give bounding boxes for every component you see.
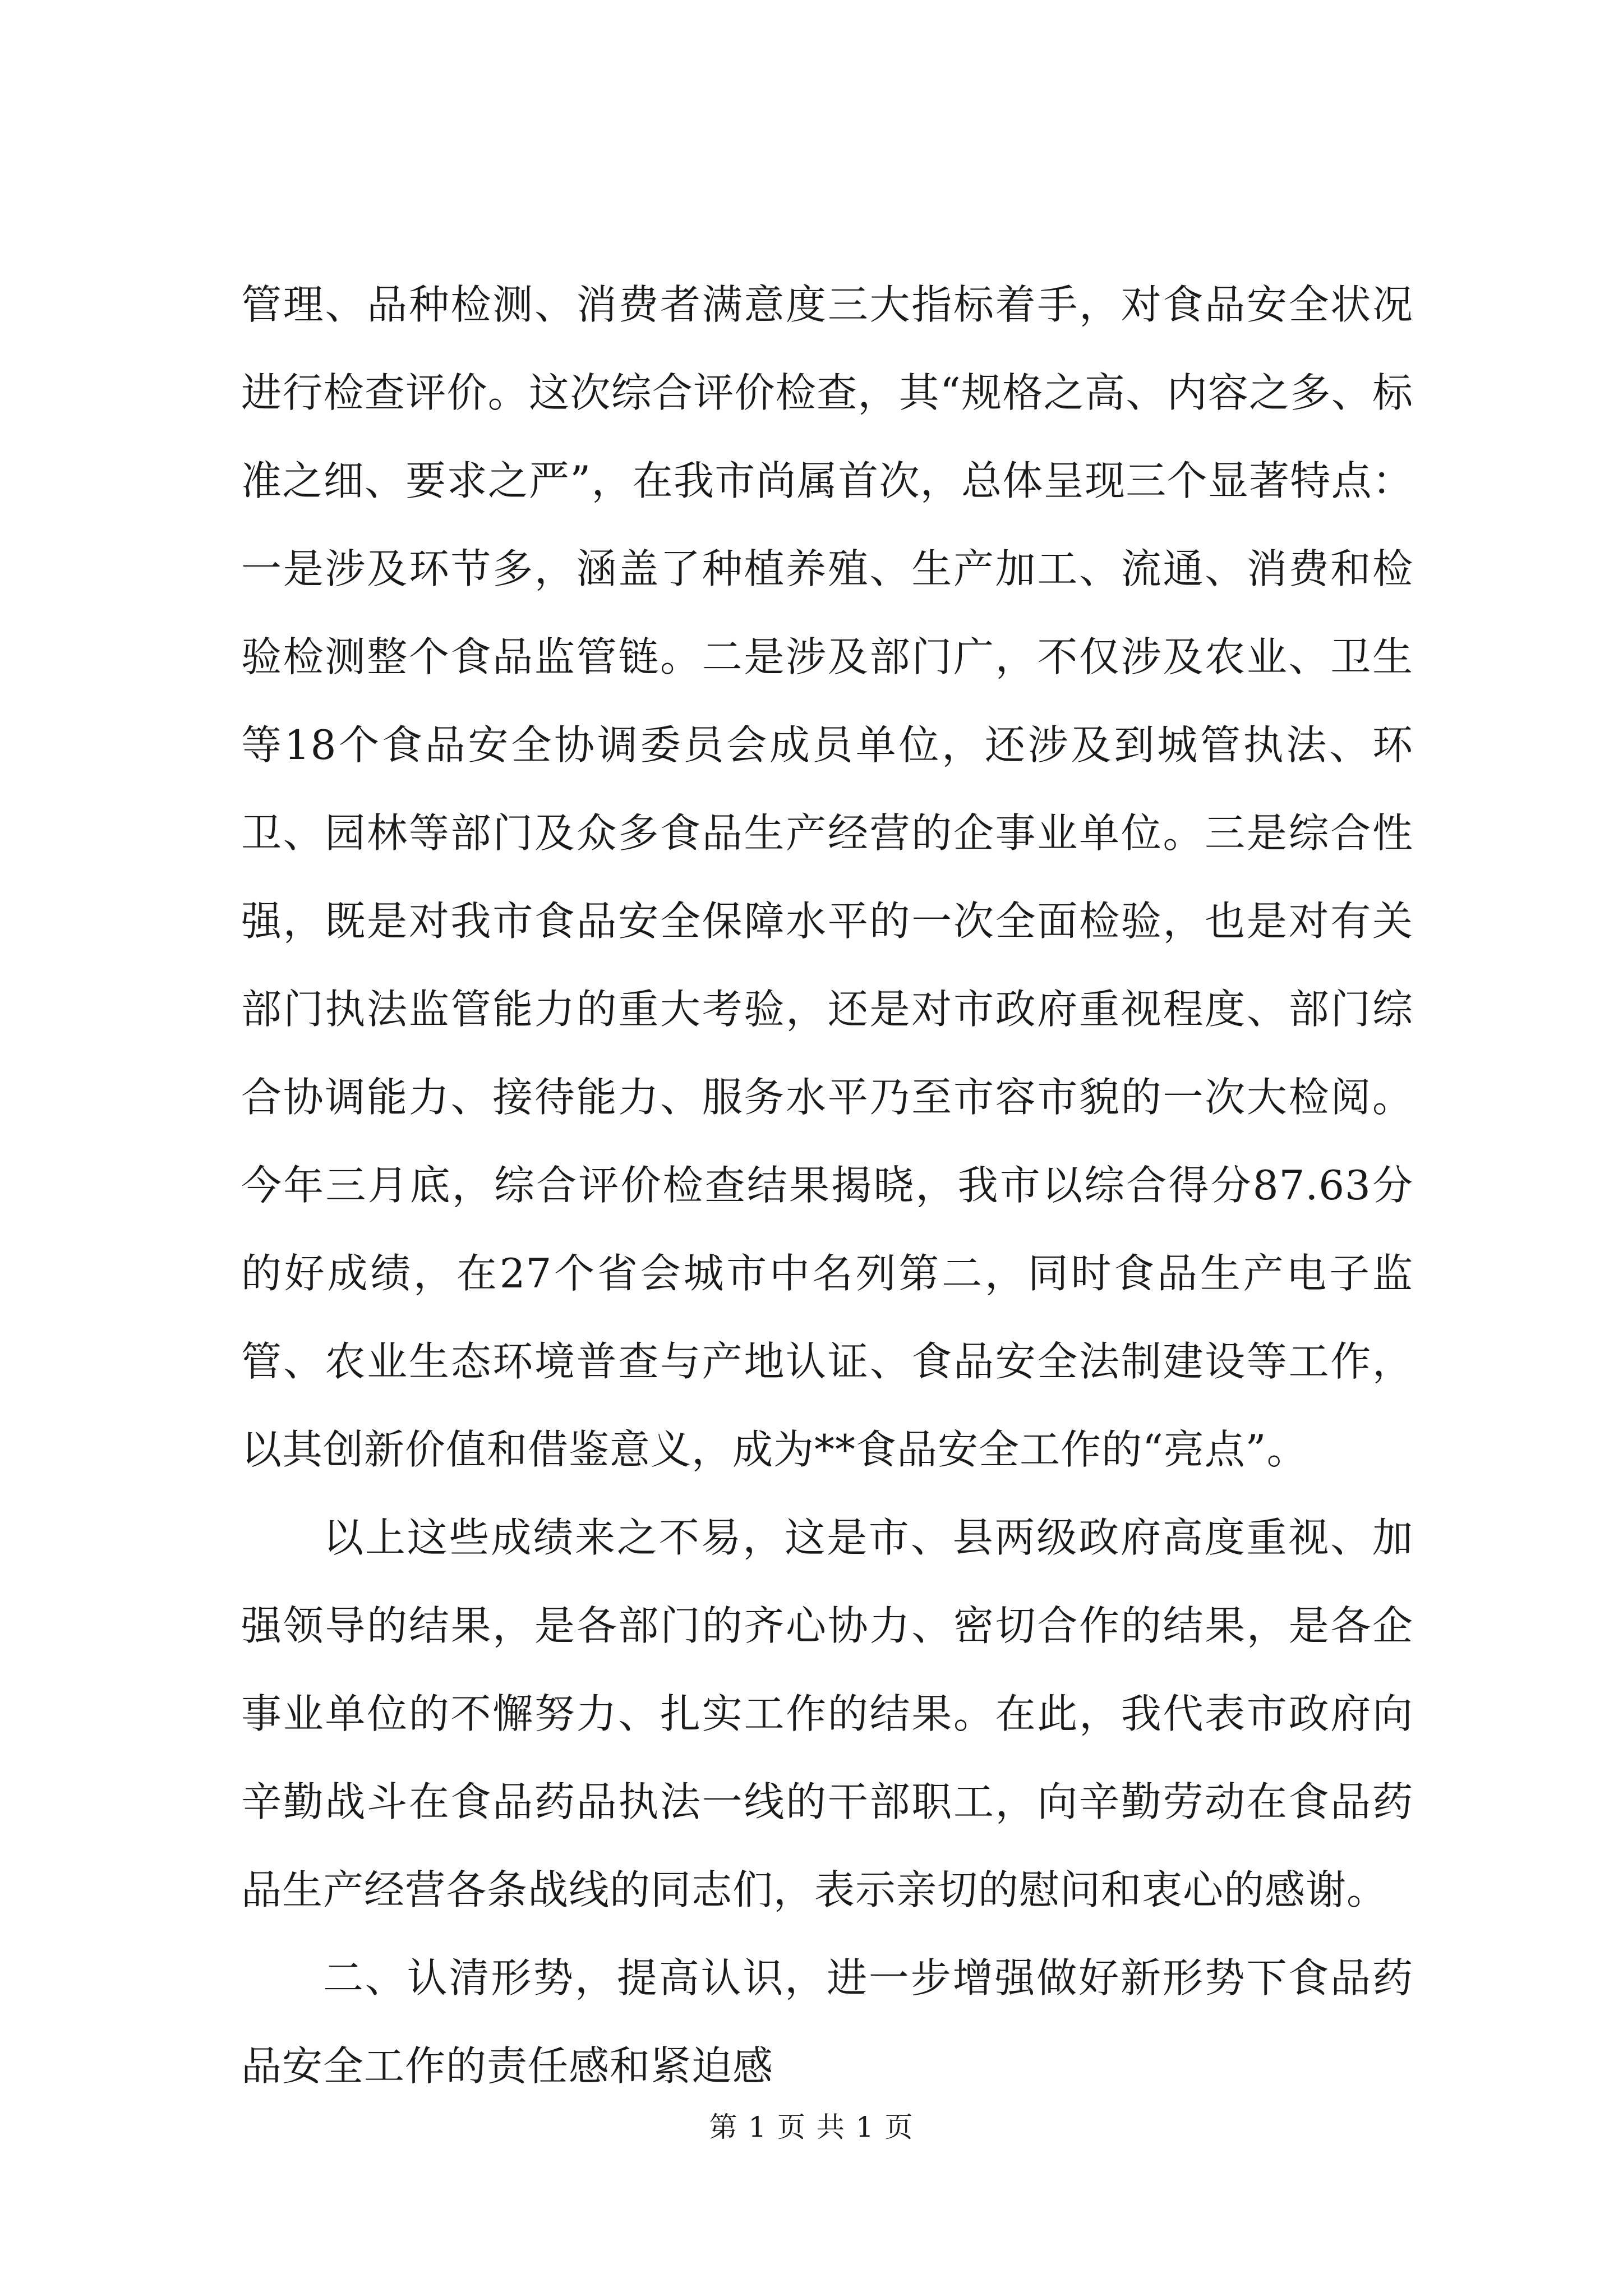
page-footer: 第 1 页 共 1 页	[709, 2111, 914, 2143]
document-body	[241, 261, 1413, 2110]
paragraph-1: 管理、品种检测、消费者满意度三大指标着手，对食品安全状况进行检查评价。这次综合评价检查，其“规格之高、内容之多、标准之细、要求之严”，在我市尚属首次，总体呈现三个显著特点：一是涉及环节多，涵盖了种植养殖、生产加工、流通、消费和检验检测整个食品监管链。二是涉及部门广，不仅涉及农业、卫生等18个食品安全协调委员会成员单位，还涉及到城管执法、环卫、园林等部门及众多食品生产经营的企事业单位。三是综合性强，既是对我市食品安全保障水平的一次全面检验，也是对有关部门执法监管能力的重大考验，还是对市政府重视程度、部门综合协调能力、接待能力、服务水平乃至市容市貌的一次大检阅。今年三月底，综合评价检查结果揭晓，我市以综合得分87.63分的好成绩，在27个省会城市中名列第二，同时食品生产电子监管、农业生态环境普查与产地认证、食品安全法制建设等工作，以其创新价值和借鉴意义，成为**食品安全工作的“亮点”。	[241, 281, 1413, 1473]
paragraph-2: 以上这些成绩来之不易，这是市、县两级政府高度重视、加强领导的结果，是各部门的齐心协力、密切合作的结果，是各企事业单位的不懈努力、扎实工作的结果。在此，我代表市政府向辛勤战斗在食品药品执法一线的干部职工，向辛勤劳动在食品药品生产经营各条战线的同志们，表示亲切的慰问和衷心的感谢。	[241, 1514, 1413, 1913]
section-heading-2: 二、认清形势，提高认识，进一步增强做好新形势下食品药品安全工作的责任感和紧迫感	[241, 1954, 1413, 2090]
